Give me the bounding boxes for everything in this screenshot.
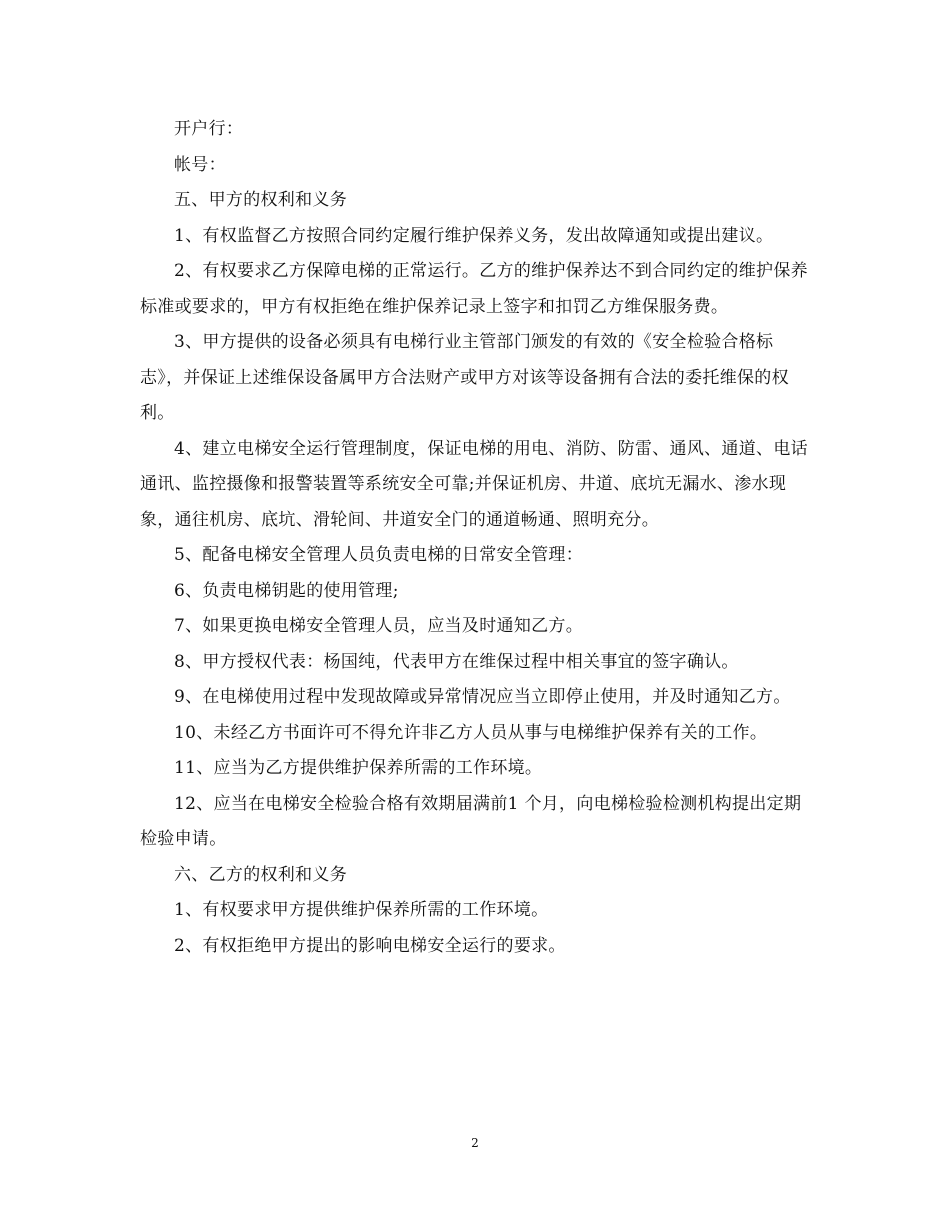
- party-a-clause-11: 11、应当为乙方提供维护保养所需的工作环境。: [174, 758, 543, 778]
- account-label: 帐号：: [174, 154, 226, 175]
- document-body: [140, 112, 808, 964]
- party-a-clause-5: 5、配备电梯安全管理人员负责电梯的日常安全管理：: [174, 545, 584, 565]
- party-a-clause-9: 9、在电梯使用过程中发现故障或异常情况应当立即停止使用，并及时通知乙方。: [174, 687, 791, 707]
- party-b-clause-1: 1、有权要求甲方提供维护保养所需的工作环境。: [174, 900, 549, 920]
- party-a-clause-4: 4、建立电梯安全运行管理制度，保证电梯的用电、消防、防雷、通风、通道、电话通讯、监控摄像和报警装置等系统安全可靠;并保证机房、井道、底坑无漏水、渗水现象，通往机房、底坑、滑轮间、井道安全门的通道畅通、照明充分。: [140, 438, 808, 530]
- party-a-clause-10: 10、未经乙方书面许可不得允许非乙方人员从事与电梯维护保养有关的工作。: [174, 722, 768, 743]
- bank-label: 开户行：: [174, 119, 244, 139]
- section-heading-party-a: 五、甲方的权利和义务: [174, 190, 347, 210]
- party-b-clause-2: 2、有权拒绝甲方提出的影响电梯安全运行的要求。: [174, 935, 566, 956]
- party-a-clause-1: 1、有权监督乙方按照合同约定履行维护保养义务，发出故障通知或提出建议。: [174, 225, 774, 246]
- page-number: 2: [471, 1136, 479, 1150]
- party-a-clause-12: 12、应当在电梯安全检验合格有效期届满前1 个月，向电梯检验检测机构提出定期检验申请。: [140, 793, 802, 849]
- party-a-clause-7: 7、如果更换电梯安全管理人员，应当及时通知乙方。: [174, 616, 584, 636]
- party-a-clause-3: 3、甲方提供的设备必须具有电梯行业主管部门颁发的有效的《安全检验合格标志》，并保证上述维保设备属甲方合法财产或甲方对该等设备拥有合法的委托维保的权利。: [140, 332, 789, 423]
- party-a-clause-2: 2、有权要求乙方保障电梯的正常运行。乙方的维护保养达不到合同约定的维护保养标准或要求的，甲方有权拒绝在维护保养记录上签字和扣罚乙方维保服务费。: [140, 261, 808, 317]
- party-a-clause-6: 6、负责电梯钥匙的使用管理;: [174, 580, 399, 601]
- section-heading-party-b: 六、乙方的权利和义务: [174, 864, 347, 885]
- party-a-clause-8: 8、甲方授权代表：杨国纯，代表甲方在维保过程中相关事宜的签字确认。: [174, 651, 739, 672]
